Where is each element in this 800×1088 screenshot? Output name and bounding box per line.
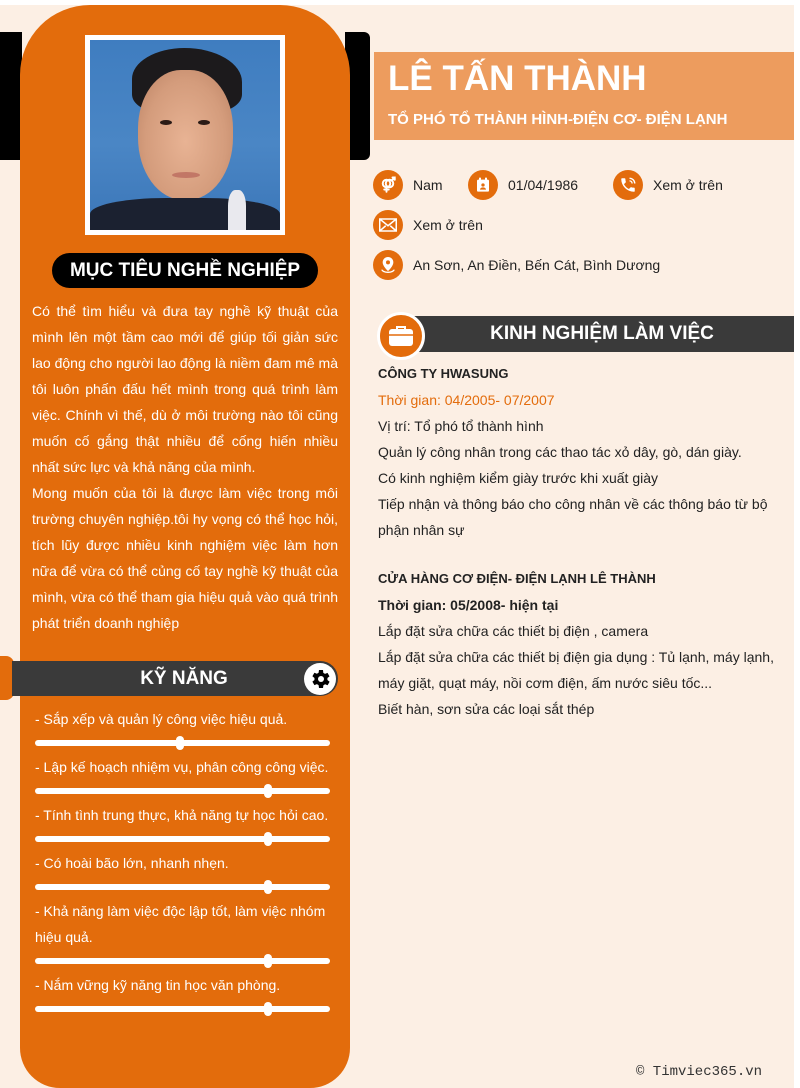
company-name: CỬA HÀNG CƠ ĐIỆN- ĐIỆN LẠNH LÊ THÀNH — [378, 571, 656, 586]
skill-item — [35, 898, 335, 964]
objective-section — [32, 298, 338, 636]
info-row-email — [373, 210, 483, 240]
gender-icon — [373, 170, 403, 200]
skill-item — [35, 754, 335, 794]
skill-label: - Sắp xếp và quản lý công việc hiệu quả. — [35, 711, 288, 727]
job-detail: Lắp đặt sửa chữa các thiết bị điện gia dụng : Tủ lạnh, máy lạnh, máy giặt, quạt máy, nồi cơm điện, ấm nước siêu tốc... — [378, 649, 774, 691]
profile-photo-frame — [85, 35, 285, 235]
skill-level-knob — [264, 954, 272, 968]
skill-level-knob — [264, 832, 272, 846]
skill-level-bar — [35, 836, 330, 842]
skill-item — [35, 706, 335, 746]
info-gender — [373, 170, 468, 200]
info-row-basic — [373, 170, 723, 200]
calendar-icon — [468, 170, 498, 200]
gender-value: Nam — [413, 177, 443, 193]
objective-paragraph: Có thể tìm hiểu và đưa tay nghề kỹ thuật của mình lên một tầm cao mới để giúp tối giản sức lao động cho người lao động là niềm đam mê mà tôi luôn phấn đấu hết mình trong quá trình làm việc. Chính vì thế, dù ở môi trường nào tôi cũng muốn cố gắng thật nhiều để cống hiến nhiều nhất sức lực và khả năng của mình. — [32, 303, 338, 475]
skills-title: KỸ NĂNG — [140, 668, 228, 689]
decorative-tab-left — [0, 32, 22, 160]
job-detail: Lắp đặt sửa chữa các thiết bị điện , camera — [378, 623, 649, 639]
location-icon — [373, 250, 403, 280]
experience-item — [378, 566, 788, 722]
job-period: Thời gian: 05/2008- hiện tại — [378, 597, 559, 613]
skill-level-bar — [35, 958, 330, 964]
skill-label: - Lập kế hoạch nhiệm vụ, phân công công việc. — [35, 759, 329, 775]
skill-label: - Nắm vững kỹ năng tin học văn phòng. — [35, 977, 281, 993]
info-row-address — [373, 250, 660, 280]
experience-title: KINH NGHIỆM LÀM VIỆC — [490, 323, 714, 344]
gear-icon — [304, 663, 336, 695]
skill-label: - Tính tình trung thực, khả năng tự học hỏi cao. — [35, 807, 329, 823]
phone-value: Xem ở trên — [653, 177, 723, 193]
briefcase-icon — [377, 312, 425, 360]
skill-label: - Có hoài bão lớn, nhanh nhẹn. — [35, 855, 229, 871]
skill-level-knob — [264, 784, 272, 798]
email-value: Xem ở trên — [413, 217, 483, 233]
job-detail: Tiếp nhận và thông báo cho công nhân về các thông báo từ bộ phận nhân sự — [378, 496, 768, 538]
skill-level-knob — [264, 880, 272, 894]
skill-item — [35, 850, 335, 890]
candidate-job-title: TỔ PHÓ TỔ THÀNH HÌNH-ĐIỆN CƠ- ĐIỆN LẠNH — [388, 111, 728, 128]
info-address — [373, 250, 660, 280]
phone-icon — [613, 170, 643, 200]
mail-icon — [373, 210, 403, 240]
watermark: © Timviec365.vn — [636, 1064, 763, 1080]
profile-photo — [90, 40, 280, 230]
skill-level-bar — [35, 788, 330, 794]
skill-level-bar — [35, 1006, 330, 1012]
skill-level-bar — [35, 740, 330, 746]
job-period: Thời gian: 04/2005- 07/2007 — [378, 392, 555, 408]
info-email — [373, 210, 483, 240]
skills-list — [35, 706, 335, 1020]
company-name: CÔNG TY HWASUNG — [378, 366, 509, 381]
job-detail: Vị trí: Tổ phó tổ thành hình — [378, 418, 544, 434]
skill-level-knob — [264, 1002, 272, 1016]
candidate-name: LÊ TẤN THÀNH — [388, 59, 647, 98]
info-phone — [613, 170, 723, 200]
address-value: An Sơn, An Điền, Bến Cát, Bình Dương — [413, 257, 661, 273]
job-detail: Quản lý công nhân trong các thao tác xỏ dây, gò, dán giày. — [378, 444, 742, 460]
skill-level-knob — [176, 736, 184, 750]
skill-label: - Khả năng làm việc độc lập tốt, làm việc nhóm hiệu quả. — [35, 903, 326, 945]
birthday-value: 01/04/1986 — [508, 177, 579, 193]
job-detail: Biết hàn, sơn sửa các loại sắt thép — [378, 701, 595, 717]
experience-item — [378, 361, 788, 543]
skill-level-bar — [35, 884, 330, 890]
info-birthday — [468, 170, 613, 200]
skill-item — [35, 802, 335, 842]
skills-header — [12, 661, 338, 696]
objective-paragraph: Mong muốn của tôi là được làm việc trong môi trường chuyên nghiệp.tôi hy vọng có thể học hỏi, tích lũy được nhiều kinh nghiệm việc làm hơn nữa để vừa có thể củng cố tay nghề kỹ thuật của mình, vừa có thể tham gia hiệu quả vào quá trình phát triển doanh nghiệp — [32, 485, 338, 631]
objective-title: MỤC TIÊU NGHỀ NGHIỆP — [52, 253, 318, 288]
skill-item — [35, 972, 335, 1012]
job-detail: Có kinh nghiệm kiểm giày trước khi xuất giày — [378, 470, 658, 486]
